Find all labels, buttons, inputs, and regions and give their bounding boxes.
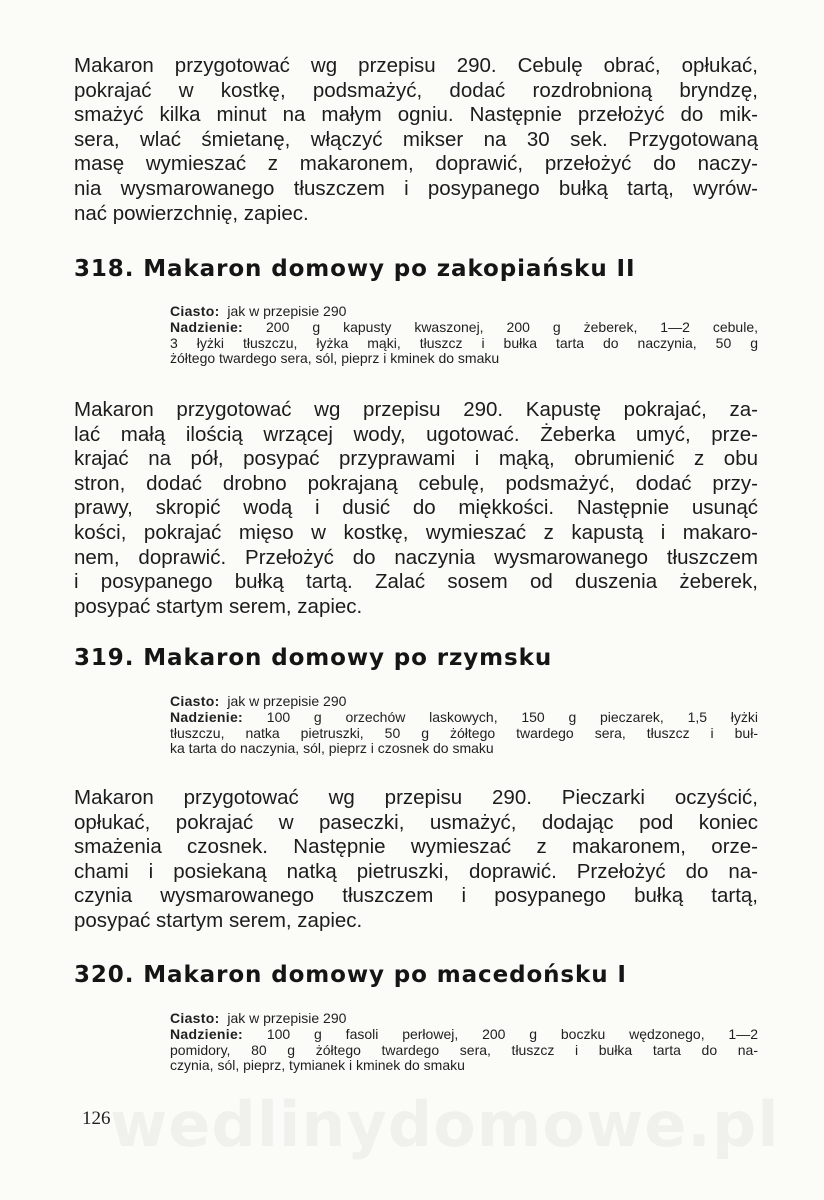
text-line: nem, doprawić. Przełożyć do naczynia wysmarowanego tłuszczem bbox=[74, 545, 758, 569]
text-line: masę wymieszać z makaronem, doprawić, przełożyć do naczy- bbox=[74, 152, 758, 176]
text-line: Makaron przygotować wg przepisu 290. Kapustę pokrajać, za- bbox=[74, 398, 758, 421]
text-line: Makaron przygotować wg przepisu 290. Pieczarki oczyścić, bbox=[74, 786, 758, 809]
filling-label: Nadzienie: bbox=[170, 318, 244, 335]
filling-line: 3 łyżki tłuszczu, łyżka mąki, tłuszcz i bułka tarta do naczynia, 50 g bbox=[170, 334, 758, 351]
text-line: nia wysmarowanego tłuszczem i posypanego bułką tartą, wyrów- bbox=[74, 176, 758, 200]
filling-line: pomidory, 80 g żółtego twardego sera, tłuszcz i bułka tarta do na- bbox=[170, 1041, 758, 1058]
dough-text: jak w przepisie 290 bbox=[227, 303, 347, 319]
text-line: posypać startym serem, zapiec. bbox=[74, 594, 363, 618]
text-line: opłukać, pokrajać w paseczki, usmażyć, dodając pod koniec bbox=[74, 810, 758, 834]
filling-text: 100 g orzechów laskowych, 150 g pieczarek, 1,5 łyżki bbox=[266, 708, 759, 725]
filling-line: ka tarta do naczynia, sól, pieprz i czosnek do smaku bbox=[170, 740, 494, 757]
filling-label: Nadzienie: bbox=[170, 1025, 244, 1042]
recipe-320-ingredients bbox=[170, 1011, 758, 1074]
dough-text: jak w przepisie 290 bbox=[227, 693, 347, 709]
recipe-318-title: 318. Makaron domowy po zakopiańsku II bbox=[74, 256, 636, 282]
filling-line: żółtego twardego sera, sól, pieprz i kminek do smaku bbox=[170, 350, 500, 367]
dough-label: Ciasto: bbox=[170, 693, 220, 709]
recipe-319-method bbox=[74, 786, 758, 934]
text-line: i posypanego bułką tartą. Zalać sosem od duszenia żeberek, bbox=[74, 570, 758, 594]
dough-label: Ciasto: bbox=[170, 303, 220, 319]
filling-line bbox=[170, 1027, 758, 1043]
text-line: sera, wlać śmietanę, włączyć mikser na 30 sek. Przygotowaną bbox=[74, 127, 758, 151]
filling-line bbox=[170, 710, 758, 726]
text-line: stron, dodać drobno pokrajaną cebulę, podsmażyć, dodać przy- bbox=[74, 471, 758, 495]
text-line: kości, pokrajać mięso w kostkę, wymieszać z kapustą i makaro- bbox=[74, 520, 758, 544]
text-line: posypać startym serem, zapiec. bbox=[74, 908, 363, 932]
dough-line bbox=[170, 694, 758, 710]
text-line: lać małą ilością wrzącej wody, ugotować. Żeberka umyć, prze- bbox=[74, 422, 758, 446]
text-line: chami i posiekaną natką pietruszki, doprawić. Przełożyć do na- bbox=[74, 859, 758, 883]
filling-line bbox=[170, 320, 758, 336]
text-line: Makaron przygotować wg przepisu 290. Cebulę obrać, opłukać, bbox=[74, 54, 758, 77]
recipe-318-method bbox=[74, 398, 758, 619]
text-line: prawy, skropić wodą i dusić do miękkości. Następnie usunąć bbox=[74, 496, 758, 520]
recipe-320-title: 320. Makaron domowy po macedońsku I bbox=[74, 962, 627, 988]
recipe-319-title: 319. Makaron domowy po rzymsku bbox=[74, 645, 553, 671]
text-line: smażyć kilka minut na małym ogniu. Następnie przełożyć do mik- bbox=[74, 103, 758, 127]
dough-line bbox=[170, 1011, 758, 1027]
filling-line: tłuszczu, natka pietruszki, 50 g żółtego twardego sera, tłuszcz i buł- bbox=[170, 724, 758, 741]
text-line: pokrajać w kostkę, podsmażyć, dodać rozdrobnioną bryndzę, bbox=[74, 78, 758, 102]
watermark-text bbox=[110, 1088, 779, 1161]
intro-paragraph bbox=[74, 54, 758, 226]
recipe-319-ingredients bbox=[170, 694, 758, 757]
filling-line: czynia, sól, pieprz, tymianek i kminek do smaku bbox=[170, 1057, 465, 1074]
filling-text: 200 g kapusty kwaszonej, 200 g żeberek, 1—2 cebule, bbox=[266, 318, 759, 335]
text-line: krajać na pół, posypać przyprawami i mąką, obrumienić z obu bbox=[74, 447, 758, 471]
dough-text: jak w przepisie 290 bbox=[227, 1010, 347, 1026]
text-line: czynia wysmarowanego tłuszczem i posypanego bułką tartą, bbox=[74, 884, 758, 908]
filling-text: 100 g fasoli perłowej, 200 g boczku wędzonego, 1—2 bbox=[266, 1025, 758, 1042]
page-number: 126 bbox=[82, 1108, 111, 1129]
text-line: smażenia czosnek. Następnie wymieszać z makaronem, orze- bbox=[74, 835, 758, 859]
dough-line bbox=[170, 304, 758, 320]
text-line: nać powierzchnię, zapiec. bbox=[74, 201, 309, 225]
recipe-318-ingredients bbox=[170, 304, 758, 367]
filling-label: Nadzienie: bbox=[170, 708, 244, 725]
dough-label: Ciasto: bbox=[170, 1010, 220, 1026]
